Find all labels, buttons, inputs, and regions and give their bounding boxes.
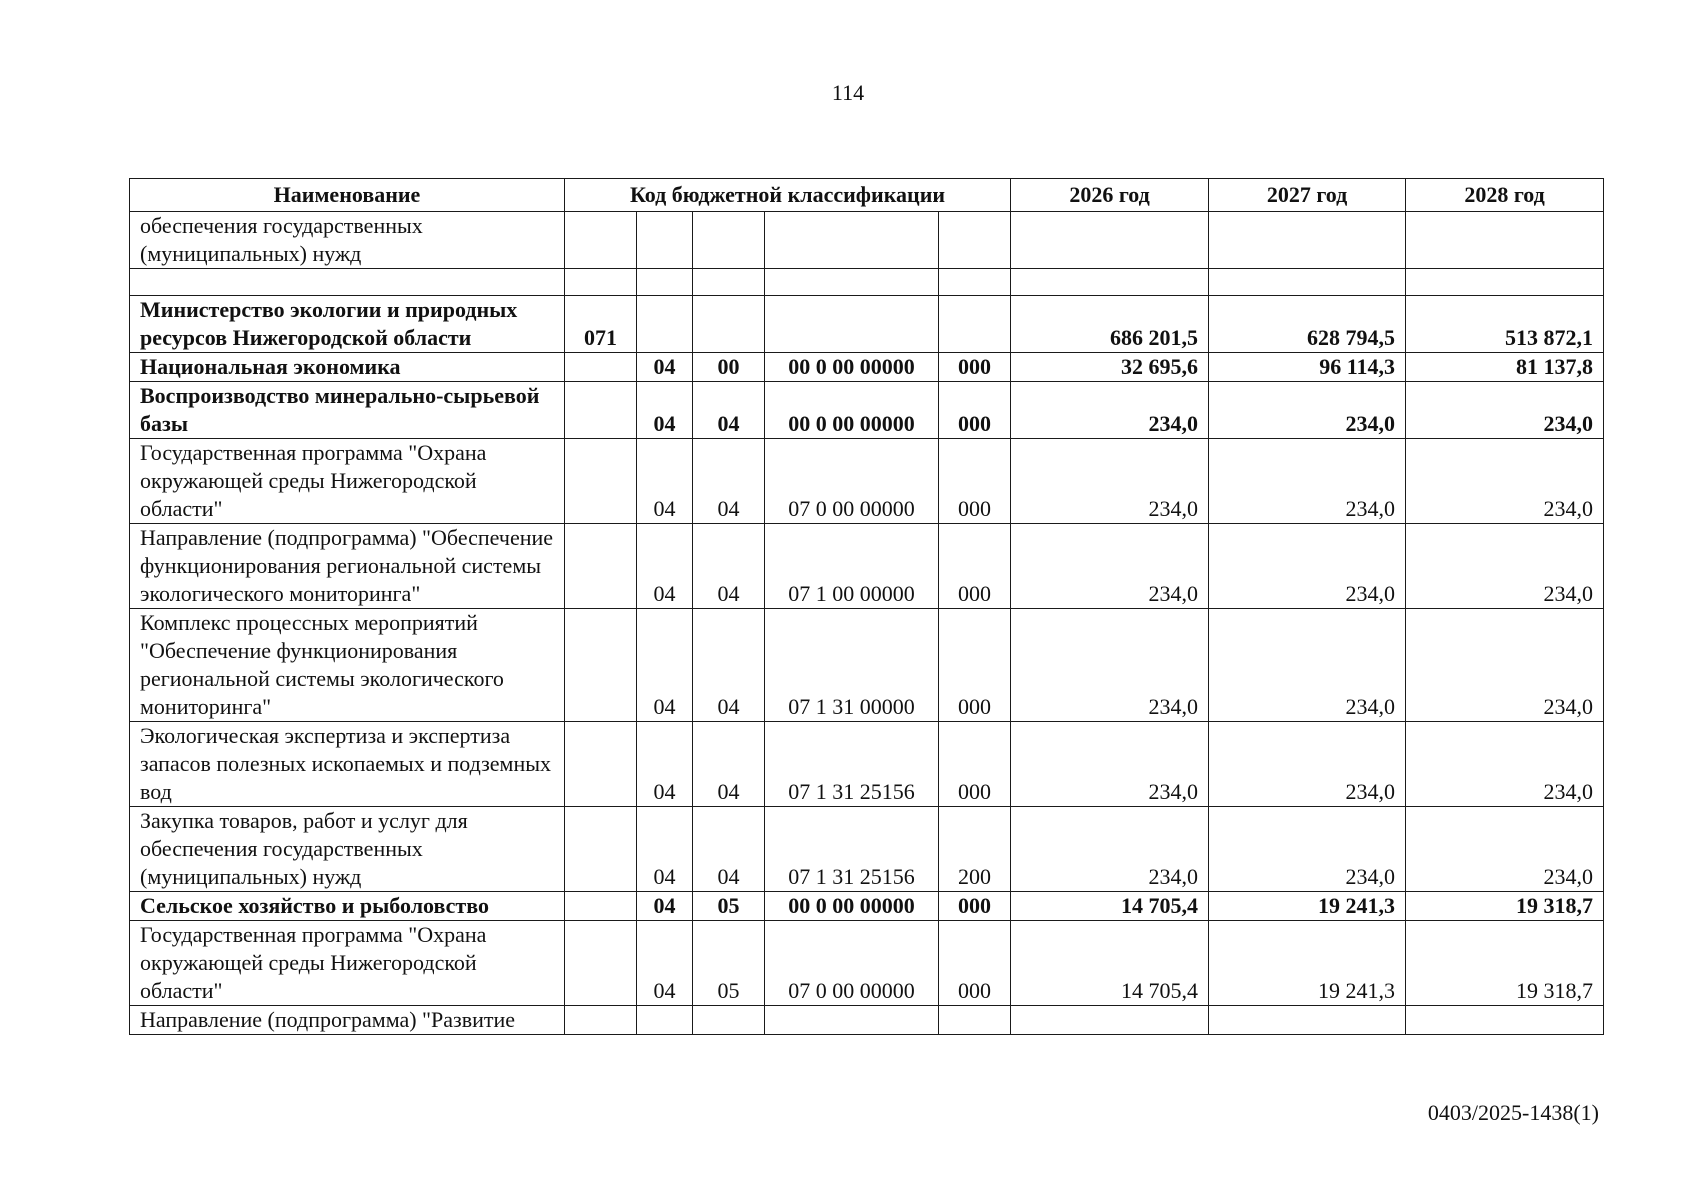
code-target: 00 0 00 00000 [765, 382, 939, 439]
code-subsection: 05 [693, 921, 765, 1006]
table-row [130, 807, 1604, 892]
value-2026: 686 201,5 [1011, 296, 1209, 353]
value-2027 [1209, 1006, 1406, 1035]
code-subsection [693, 269, 765, 296]
value-2026: 234,0 [1011, 807, 1209, 892]
row-name: Сельское хозяйство и рыболовство [130, 892, 565, 921]
code-section [637, 296, 693, 353]
code-subsection: 04 [693, 722, 765, 807]
code-section: 04 [637, 892, 693, 921]
value-2028: 513 872,1 [1406, 296, 1604, 353]
code-subsection [693, 212, 765, 269]
value-2027 [1209, 212, 1406, 269]
header-name: Наименование [130, 179, 565, 212]
value-2027: 234,0 [1209, 609, 1406, 722]
value-2028: 234,0 [1406, 609, 1604, 722]
code-ministry [565, 921, 637, 1006]
code-ministry [565, 353, 637, 382]
code-ministry [565, 722, 637, 807]
code-subsection: 04 [693, 807, 765, 892]
code-expense-type: 000 [939, 892, 1011, 921]
code-subsection [693, 296, 765, 353]
code-target: 07 1 31 00000 [765, 609, 939, 722]
value-2026: 234,0 [1011, 382, 1209, 439]
row-name: Экологическая экспертиза и экспертиза запасов полезных ископаемых и подземных вод [130, 722, 565, 807]
value-2028: 81 137,8 [1406, 353, 1604, 382]
code-target: 07 0 00 00000 [765, 921, 939, 1006]
row-name: Национальная экономика [130, 353, 565, 382]
code-target [765, 212, 939, 269]
code-expense-type: 200 [939, 807, 1011, 892]
value-2028: 19 318,7 [1406, 921, 1604, 1006]
value-2026: 234,0 [1011, 524, 1209, 609]
code-section: 04 [637, 807, 693, 892]
value-2026: 14 705,4 [1011, 921, 1209, 1006]
code-subsection: 00 [693, 353, 765, 382]
code-section: 04 [637, 353, 693, 382]
code-ministry: 071 [565, 296, 637, 353]
code-target: 00 0 00 00000 [765, 892, 939, 921]
value-2028: 234,0 [1406, 382, 1604, 439]
code-ministry [565, 439, 637, 524]
value-2027: 628 794,5 [1209, 296, 1406, 353]
code-target [765, 269, 939, 296]
value-2026: 32 695,6 [1011, 353, 1209, 382]
code-section: 04 [637, 921, 693, 1006]
value-2026 [1011, 1006, 1209, 1035]
table-row [130, 722, 1604, 807]
code-expense-type: 000 [939, 722, 1011, 807]
code-ministry [565, 609, 637, 722]
row-name: Министерство экологии и природных ресурсов Нижегородской области [130, 296, 565, 353]
code-subsection: 04 [693, 609, 765, 722]
value-2027 [1209, 269, 1406, 296]
header-2027: 2027 год [1209, 179, 1406, 212]
code-target [765, 296, 939, 353]
header-code: Код бюджетной классификации [565, 179, 1011, 212]
code-section: 04 [637, 609, 693, 722]
code-section: 04 [637, 439, 693, 524]
code-ministry [565, 524, 637, 609]
row-name: Воспроизводство минерально-сырьевой базы [130, 382, 565, 439]
row-name: Закупка товаров, работ и услуг для обеспечения государственных (муниципальных) нужд [130, 807, 565, 892]
value-2027: 96 114,3 [1209, 353, 1406, 382]
row-name: Государственная программа "Охрана окружающей среды Нижегородской области" [130, 921, 565, 1006]
value-2027: 234,0 [1209, 524, 1406, 609]
row-name: Направление (подпрограмма) "Обеспечение функционирования региональной системы экологического мониторинга" [130, 524, 565, 609]
value-2027: 234,0 [1209, 439, 1406, 524]
code-ministry [565, 807, 637, 892]
table-row [130, 1006, 1604, 1035]
code-subsection [693, 1006, 765, 1035]
code-target [765, 1006, 939, 1035]
code-expense-type [939, 212, 1011, 269]
value-2028 [1406, 1006, 1604, 1035]
value-2027: 234,0 [1209, 807, 1406, 892]
row-name [130, 269, 565, 296]
value-2028: 19 318,7 [1406, 892, 1604, 921]
value-2028: 234,0 [1406, 722, 1604, 807]
value-2028: 234,0 [1406, 439, 1604, 524]
code-section [637, 212, 693, 269]
value-2027: 19 241,3 [1209, 921, 1406, 1006]
value-2028 [1406, 269, 1604, 296]
code-expense-type: 000 [939, 439, 1011, 524]
code-expense-type: 000 [939, 524, 1011, 609]
row-name: Направление (подпрограмма) "Развитие [130, 1006, 565, 1035]
code-subsection: 04 [693, 439, 765, 524]
value-2026: 234,0 [1011, 439, 1209, 524]
code-section [637, 1006, 693, 1035]
code-subsection: 04 [693, 382, 765, 439]
header-2026: 2026 год [1011, 179, 1209, 212]
table-row [130, 609, 1604, 722]
code-expense-type [939, 1006, 1011, 1035]
code-target: 07 1 00 00000 [765, 524, 939, 609]
code-section [637, 269, 693, 296]
header-row [130, 179, 1604, 212]
code-ministry [565, 269, 637, 296]
code-section: 04 [637, 524, 693, 609]
value-2028: 234,0 [1406, 807, 1604, 892]
code-expense-type: 000 [939, 382, 1011, 439]
table-row [130, 212, 1604, 269]
code-section: 04 [637, 382, 693, 439]
page-number: 114 [831, 80, 865, 105]
code-ministry [565, 892, 637, 921]
value-2027: 19 241,3 [1209, 892, 1406, 921]
row-name: Комплекс процессных мероприятий "Обеспечение функционирования региональной системы экологического мониторинга" [130, 609, 565, 722]
code-section: 04 [637, 722, 693, 807]
code-expense-type: 000 [939, 353, 1011, 382]
code-target: 07 1 31 25156 [765, 722, 939, 807]
code-ministry [565, 382, 637, 439]
header-2028: 2028 год [1406, 179, 1604, 212]
table-row [130, 353, 1604, 382]
code-target: 00 0 00 00000 [765, 353, 939, 382]
table-row [130, 269, 1604, 296]
code-expense-type: 000 [939, 921, 1011, 1006]
table-row [130, 382, 1604, 439]
code-ministry [565, 1006, 637, 1035]
code-expense-type [939, 269, 1011, 296]
value-2026: 234,0 [1011, 722, 1209, 807]
value-2026: 234,0 [1011, 609, 1209, 722]
code-subsection: 04 [693, 524, 765, 609]
budget-table [129, 178, 1604, 1035]
table-row [130, 524, 1604, 609]
value-2027: 234,0 [1209, 382, 1406, 439]
value-2026 [1011, 212, 1209, 269]
document-code: 0403/2025-1438(1) [1427, 1100, 1599, 1125]
value-2026: 14 705,4 [1011, 892, 1209, 921]
value-2027: 234,0 [1209, 722, 1406, 807]
code-ministry [565, 212, 637, 269]
table-row [130, 921, 1604, 1006]
code-subsection: 05 [693, 892, 765, 921]
code-expense-type: 000 [939, 609, 1011, 722]
value-2028: 234,0 [1406, 524, 1604, 609]
code-target: 07 1 31 25156 [765, 807, 939, 892]
row-name: Государственная программа "Охрана окружающей среды Нижегородской области" [130, 439, 565, 524]
code-target: 07 0 00 00000 [765, 439, 939, 524]
table-row [130, 296, 1604, 353]
code-expense-type [939, 296, 1011, 353]
value-2028 [1406, 212, 1604, 269]
value-2026 [1011, 269, 1209, 296]
row-name: обеспечения государственных (муниципальных) нужд [130, 212, 565, 269]
table-row [130, 892, 1604, 921]
table-row [130, 439, 1604, 524]
